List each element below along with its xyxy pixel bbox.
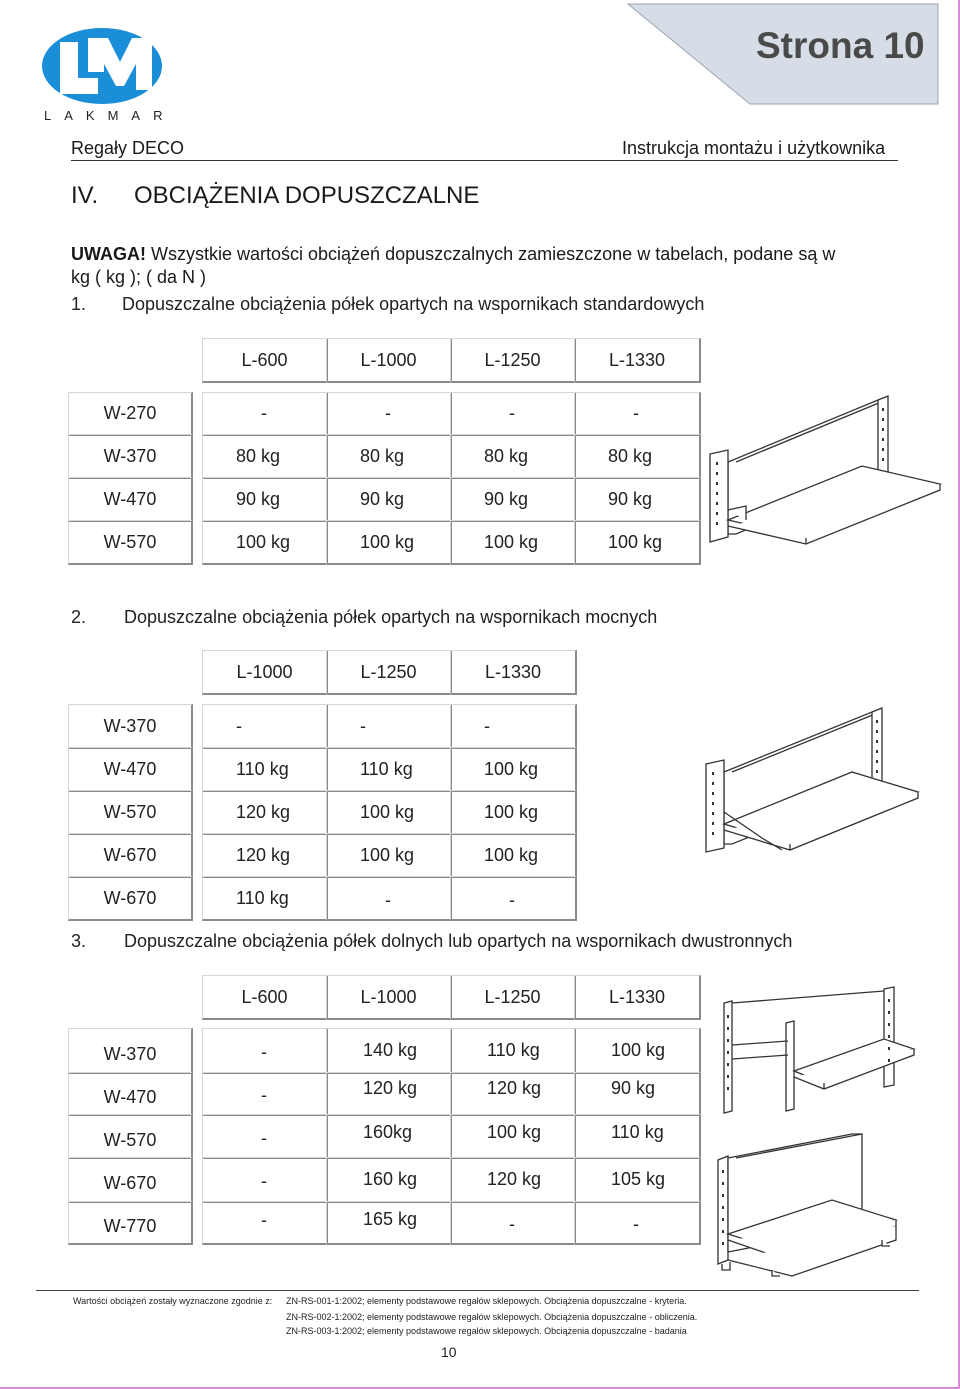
table3-col-header: L-1000: [326, 975, 452, 1020]
table2-cell: -: [326, 876, 452, 921]
table1-cell: -: [326, 392, 452, 436]
table3-cell: 165 kg: [326, 1201, 452, 1245]
table3-row-label: W-470: [68, 1072, 193, 1116]
table2-cell: 110 kg: [202, 747, 328, 792]
shelf-standard-illustration: [706, 392, 944, 552]
table3-cell: 140 kg: [326, 1028, 452, 1074]
table2-col-header: L-1250: [326, 650, 452, 695]
table3-caption: Dopuszczalne obciążenia półek dolnych lub opartych na wspornikach dwustronnych: [124, 931, 793, 951]
table1-row-label: W-470: [68, 477, 193, 522]
table2-col-header: L-1000: [202, 650, 328, 695]
logo-wordmark: LAKMAR: [44, 108, 176, 123]
table1-row-label: W-570: [68, 520, 193, 565]
table2-row-label: W-470: [68, 747, 193, 792]
table3-cell: 100 kg: [574, 1028, 701, 1074]
table2-cell: -: [202, 704, 328, 749]
table1-col-header: L-1330: [574, 338, 701, 383]
table1-number: 1.: [71, 294, 87, 314]
table2-cell: -: [450, 876, 577, 921]
footer-lead: Wartości obciążeń zostały wyznaczone zgodnie z:: [73, 1296, 273, 1306]
table3-cell: -: [202, 1157, 328, 1203]
table1-cell: 80 kg: [202, 434, 328, 479]
section-number: IV.: [71, 182, 99, 209]
shelf-heavy-illustration: [702, 700, 924, 860]
table3-number: 3.: [71, 931, 87, 951]
table2-cell: 120 kg: [202, 790, 328, 835]
table1-cell: 80 kg: [450, 434, 576, 479]
page-number: 10: [441, 1344, 457, 1360]
table2-cell: 110 kg: [202, 876, 328, 921]
table1-col-header: L-1000: [326, 338, 452, 383]
table2-caption: Dopuszczalne obciążenia półek opartych na wspornikach mocnych: [124, 607, 658, 627]
table3-cell: -: [450, 1201, 576, 1245]
table3-cell: -: [202, 1114, 328, 1159]
table2-cell: 100 kg: [450, 833, 577, 878]
table1-cell: 80 kg: [574, 434, 701, 479]
footer-ref: ZN-RS-003-1:2002; elementy podstawowe regałów sklepowych. Obciążenia dopuszczalne - badania: [286, 1326, 687, 1336]
section-title: OBCIĄŻENIA DOPUSZCZALNE: [134, 182, 480, 209]
table1-cell: 100 kg: [450, 520, 576, 565]
shelf-double-illustration: [718, 985, 918, 1115]
table3-row-label: W-770: [68, 1201, 193, 1245]
table2-row-label: W-570: [68, 790, 193, 835]
table3-cell: 90 kg: [574, 1072, 701, 1116]
table2-cell: 100 kg: [450, 790, 577, 835]
table2-cell: 100 kg: [326, 790, 452, 835]
shelf-base-illustration: [712, 1130, 902, 1280]
table3-row-label: W-370: [68, 1028, 193, 1074]
table1-row-label: W-270: [68, 392, 193, 436]
table2-row-label: W-370: [68, 704, 193, 749]
table2-cell: -: [326, 704, 452, 749]
note-line-2: kg ( kg ); ( da N ): [71, 267, 207, 287]
footer-rule: [36, 1290, 919, 1291]
table2-number: 2.: [71, 607, 87, 627]
table3-cell: 100 kg: [450, 1114, 576, 1159]
note-warning: UWAGA!: [71, 244, 146, 264]
table3-row-label: W-670: [68, 1157, 193, 1203]
page-badge: Strona 10: [756, 25, 925, 66]
header-rule: [71, 160, 898, 161]
table3-col-header: L-1330: [574, 975, 701, 1020]
table1-row-label: W-370: [68, 434, 193, 479]
table1-cell: -: [574, 392, 701, 436]
table1-cell: 80 kg: [326, 434, 452, 479]
table3-cell: -: [574, 1201, 701, 1245]
table3-cell: -: [202, 1201, 328, 1245]
table1-cell: -: [450, 392, 576, 436]
table1-cell: 90 kg: [450, 477, 576, 522]
table1-col-header: L-1250: [450, 338, 576, 383]
table1-cell: 100 kg: [326, 520, 452, 565]
table2-cell: 100 kg: [326, 833, 452, 878]
table1-cell: 90 kg: [326, 477, 452, 522]
note-text: Wszystkie wartości obciążeń dopuszczalnych zamieszczone w tabelach, podane są w: [146, 244, 836, 264]
table1-cell: -: [202, 392, 328, 436]
document-title: Regały DECO: [71, 138, 185, 158]
table1-cell: 100 kg: [574, 520, 701, 565]
table3-cell: 160 kg: [326, 1157, 452, 1203]
table3-cell: -: [202, 1072, 328, 1116]
table3-cell: -: [202, 1028, 328, 1074]
table1-caption: Dopuszczalne obciążenia półek opartych na wspornikach standardowych: [122, 294, 705, 314]
table2-cell: -: [450, 704, 577, 749]
table3-row-label: W-570: [68, 1114, 193, 1159]
table1-cell: 100 kg: [202, 520, 328, 565]
table1-col-header: L-600: [202, 338, 328, 383]
table3-cell: 105 kg: [574, 1157, 701, 1203]
table3-cell: 160kg: [326, 1114, 452, 1159]
footer-ref: ZN-RS-002-1:2002; elementy podstawowe regałów sklepowych. Obciążenia dopuszczalne - obliczenia.: [286, 1312, 698, 1322]
table3-cell: 120 kg: [450, 1157, 576, 1203]
table2-row-label: W-670: [68, 876, 193, 921]
table3-cell: 110 kg: [574, 1114, 701, 1159]
table2-cell: 100 kg: [450, 747, 577, 792]
table1-cell: 90 kg: [574, 477, 701, 522]
footer-ref: ZN-RS-001-1:2002; elementy podstawowe regałów sklepowych. Obciążenia dopuszczalne - kryteria.: [286, 1296, 687, 1306]
table3-col-header: L-1250: [450, 975, 576, 1020]
note-line-1: [71, 244, 835, 265]
table2-cell: 120 kg: [202, 833, 328, 878]
table2-col-header: L-1330: [450, 650, 577, 695]
document-subtitle: Instrukcja montażu i użytkownika: [622, 138, 886, 158]
table3-cell: 110 kg: [450, 1028, 576, 1074]
table3-col-header: L-600: [202, 975, 328, 1020]
table2-cell: 110 kg: [326, 747, 452, 792]
table2-row-label: W-670: [68, 833, 193, 878]
table1-cell: 90 kg: [202, 477, 328, 522]
table3-cell: 120 kg: [450, 1072, 576, 1116]
table3-cell: 120 kg: [326, 1072, 452, 1116]
